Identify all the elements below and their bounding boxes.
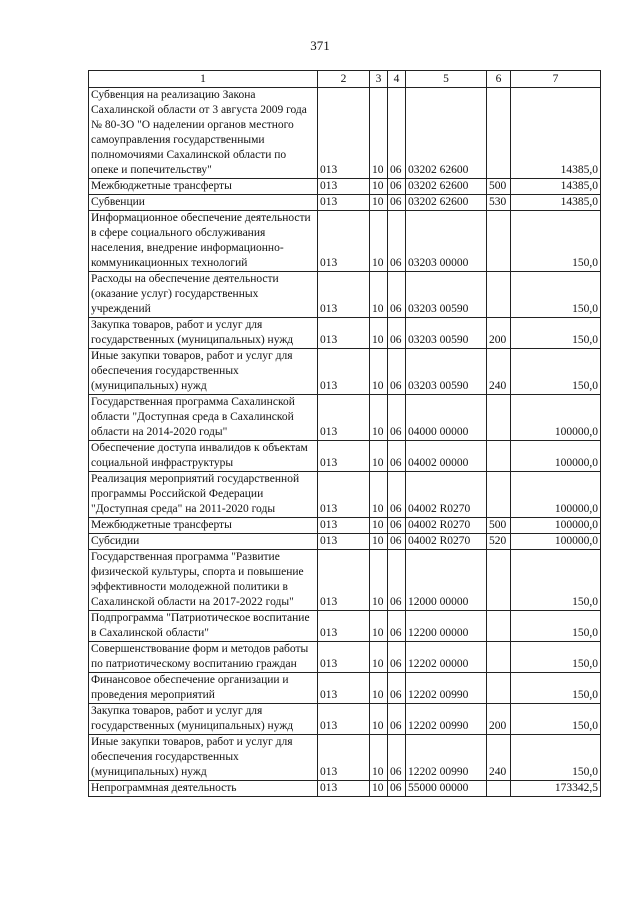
table-cell-c5: 55000 00000 <box>406 781 487 797</box>
table-cell-c2: 013 <box>318 704 370 735</box>
table-cell-c5: 12202 00990 <box>406 704 487 735</box>
table-cell-c5: 03203 00590 <box>406 318 487 349</box>
table-cell-c7: 14385,0 <box>511 179 601 195</box>
table-cell-c6 <box>487 211 511 272</box>
table-row <box>89 441 601 472</box>
table-cell-c3: 10 <box>370 179 388 195</box>
table-cell-c7: 173342,5 <box>511 781 601 797</box>
table-cell-c4: 06 <box>388 195 406 211</box>
table-cell-c4: 06 <box>388 673 406 704</box>
table-cell-c3: 10 <box>370 441 388 472</box>
table-cell-c4: 06 <box>388 441 406 472</box>
table-cell-c4: 06 <box>388 642 406 673</box>
table-cell-c4: 06 <box>388 88 406 179</box>
table-cell-c5: 12200 00000 <box>406 611 487 642</box>
table-cell-c6: 240 <box>487 735 511 781</box>
table-cell-c7: 14385,0 <box>511 88 601 179</box>
table-cell-c3: 10 <box>370 349 388 395</box>
table-cell-c3: 10 <box>370 704 388 735</box>
table-cell-c5: 12202 00000 <box>406 642 487 673</box>
table-cell-c2: 013 <box>318 179 370 195</box>
table-cell-c4: 06 <box>388 550 406 611</box>
table-cell-c4: 06 <box>388 472 406 518</box>
column-header: 4 <box>388 71 406 88</box>
table-cell-c5: 03202 62600 <box>406 88 487 179</box>
table-cell-c5: 12202 00990 <box>406 735 487 781</box>
table-cell-c5: 03203 00590 <box>406 272 487 318</box>
table-cell-c7: 150,0 <box>511 550 601 611</box>
table-cell-c7: 150,0 <box>511 704 601 735</box>
table-cell-c6: 240 <box>487 349 511 395</box>
table-cell-c7: 150,0 <box>511 611 601 642</box>
table-cell-c5: 12000 00000 <box>406 550 487 611</box>
table-cell-name: Закупка товаров, работ и услуг для государственных (муниципальных) нужд <box>89 704 318 735</box>
table-cell-name: Межбюджетные трансферты <box>89 179 318 195</box>
table-cell-name: Субсидии <box>89 534 318 550</box>
table-row <box>89 534 601 550</box>
page-number: 371 <box>310 38 330 53</box>
table-cell-c3: 10 <box>370 550 388 611</box>
table-cell-name: Реализация мероприятий государственной программы Российской Федерации "Доступная среда" на 2011-2020 годы <box>89 472 318 518</box>
table-cell-c3: 10 <box>370 735 388 781</box>
table-cell-c3: 10 <box>370 211 388 272</box>
table-row <box>89 179 601 195</box>
table-cell-c6 <box>487 441 511 472</box>
table-cell-c7: 100000,0 <box>511 534 601 550</box>
table-cell-c2: 013 <box>318 472 370 518</box>
column-header: 5 <box>406 71 487 88</box>
table-cell-c6 <box>487 88 511 179</box>
table-cell-name: Расходы на обеспечение деятельности (оказание услуг) государственных учреждений <box>89 272 318 318</box>
table-row <box>89 781 601 797</box>
table-cell-c3: 10 <box>370 195 388 211</box>
table-cell-c4: 06 <box>388 735 406 781</box>
table-cell-c5: 04002 00000 <box>406 441 487 472</box>
table-cell-c7: 150,0 <box>511 642 601 673</box>
table-cell-name: Иные закупки товаров, работ и услуг для обеспечения государственных (муниципальных) нужд <box>89 735 318 781</box>
table-cell-c7: 100000,0 <box>511 441 601 472</box>
table-row <box>89 272 601 318</box>
table-cell-c2: 013 <box>318 611 370 642</box>
table-cell-c6: 200 <box>487 704 511 735</box>
table-cell-c4: 06 <box>388 518 406 534</box>
table-cell-c2: 013 <box>318 395 370 441</box>
table-cell-c5: 04002 R0270 <box>406 518 487 534</box>
table-cell-name: Межбюджетные трансферты <box>89 518 318 534</box>
table-cell-c5: 03203 00590 <box>406 349 487 395</box>
table-row <box>89 735 601 781</box>
table-cell-c4: 06 <box>388 704 406 735</box>
table-row <box>89 642 601 673</box>
table-cell-c6: 200 <box>487 318 511 349</box>
table-cell-c7: 150,0 <box>511 211 601 272</box>
table-cell-name: Непрограммная деятельность <box>89 781 318 797</box>
table-cell-c4: 06 <box>388 349 406 395</box>
budget-table <box>88 70 601 797</box>
table-cell-name: Государственная программа "Развитие физической культуры, спорта и повышение эффективности молодежной политики в Сахалинской области на 2017-2022 годы" <box>89 550 318 611</box>
table-cell-c6: 500 <box>487 518 511 534</box>
table-cell-c4: 06 <box>388 272 406 318</box>
table-cell-name: Закупка товаров, работ и услуг для государственных (муниципальных) нужд <box>89 318 318 349</box>
table-cell-c3: 10 <box>370 534 388 550</box>
table-cell-name: Субвенции <box>89 195 318 211</box>
table-cell-c3: 10 <box>370 395 388 441</box>
table-cell-name: Обеспечение доступа инвалидов к объектам социальной инфраструктуры <box>89 441 318 472</box>
table-cell-c7: 100000,0 <box>511 395 601 441</box>
table-cell-c6: 530 <box>487 195 511 211</box>
table-cell-c4: 06 <box>388 318 406 349</box>
table-row <box>89 349 601 395</box>
table-cell-c2: 013 <box>318 518 370 534</box>
table-row <box>89 211 601 272</box>
column-header: 2 <box>318 71 370 88</box>
table-row <box>89 550 601 611</box>
table-cell-c2: 013 <box>318 642 370 673</box>
table-row <box>89 88 601 179</box>
table-row <box>89 318 601 349</box>
table-cell-c3: 10 <box>370 518 388 534</box>
table-cell-c5: 04002 R0270 <box>406 534 487 550</box>
table-cell-name: Иные закупки товаров, работ и услуг для обеспечения государственных (муниципальных) нужд <box>89 349 318 395</box>
table-cell-c2: 013 <box>318 534 370 550</box>
table-cell-name: Финансовое обеспечение организации и проведения мероприятий <box>89 673 318 704</box>
table-cell-c3: 10 <box>370 781 388 797</box>
table-cell-c3: 10 <box>370 472 388 518</box>
table-cell-name: Информационное обеспечение деятельности в сфере социального обслуживания населения, внедрение информационно-коммуникационных технологий <box>89 211 318 272</box>
column-header: 7 <box>511 71 601 88</box>
table-cell-c6 <box>487 781 511 797</box>
table-row <box>89 472 601 518</box>
table-cell-c3: 10 <box>370 611 388 642</box>
header-row <box>89 71 601 88</box>
table-cell-c3: 10 <box>370 318 388 349</box>
table-row <box>89 518 601 534</box>
table-cell-name: Государственная программа Сахалинской области "Доступная среда в Сахалинской области на 2014-2020 годы" <box>89 395 318 441</box>
table-cell-c5: 03202 62600 <box>406 195 487 211</box>
table-cell-c2: 013 <box>318 673 370 704</box>
table-row <box>89 704 601 735</box>
table-row <box>89 673 601 704</box>
table-cell-c7: 150,0 <box>511 318 601 349</box>
table-cell-name: Субвенция на реализацию Закона Сахалинской области от 3 августа 2009 года № 80-ЗО "О наделении органов местного самоуправления государственными полномочиями Сахалинской области по опеке и попечительству" <box>89 88 318 179</box>
table-cell-c5: 04002 R0270 <box>406 472 487 518</box>
table-row <box>89 611 601 642</box>
table-cell-c6 <box>487 472 511 518</box>
table-cell-c3: 10 <box>370 88 388 179</box>
table-cell-c2: 013 <box>318 735 370 781</box>
table-row <box>89 195 601 211</box>
table-cell-c7: 100000,0 <box>511 472 601 518</box>
table-cell-c6 <box>487 272 511 318</box>
table-cell-c7: 100000,0 <box>511 518 601 534</box>
table-cell-c4: 06 <box>388 179 406 195</box>
table-cell-c5: 12202 00990 <box>406 673 487 704</box>
table-cell-c6 <box>487 550 511 611</box>
table-cell-c6 <box>487 673 511 704</box>
table-cell-c3: 10 <box>370 673 388 704</box>
table-cell-c2: 013 <box>318 441 370 472</box>
table-cell-c4: 06 <box>388 395 406 441</box>
table-cell-c2: 013 <box>318 550 370 611</box>
table-cell-c4: 06 <box>388 781 406 797</box>
table-cell-c6: 500 <box>487 179 511 195</box>
table-cell-c7: 150,0 <box>511 673 601 704</box>
table-cell-c6: 520 <box>487 534 511 550</box>
table-cell-c5: 03202 62600 <box>406 179 487 195</box>
table-cell-name: Совершенствование форм и методов работы по патриотическому воспитанию граждан <box>89 642 318 673</box>
table-cell-c7: 150,0 <box>511 272 601 318</box>
table-cell-c4: 06 <box>388 211 406 272</box>
table-cell-c2: 013 <box>318 349 370 395</box>
table-cell-c4: 06 <box>388 611 406 642</box>
table-cell-c7: 150,0 <box>511 349 601 395</box>
column-header: 6 <box>487 71 511 88</box>
table-cell-c3: 10 <box>370 272 388 318</box>
table-cell-c4: 06 <box>388 534 406 550</box>
table-cell-c2: 013 <box>318 195 370 211</box>
table-cell-name: Подпрограмма "Патриотическое воспитание в Сахалинской области" <box>89 611 318 642</box>
table-cell-c2: 013 <box>318 781 370 797</box>
column-header: 1 <box>89 71 318 88</box>
table-cell-c6 <box>487 611 511 642</box>
table-cell-c7: 150,0 <box>511 735 601 781</box>
column-header: 3 <box>370 71 388 88</box>
table-cell-c6 <box>487 395 511 441</box>
table-cell-c2: 013 <box>318 272 370 318</box>
table-cell-c5: 03203 00000 <box>406 211 487 272</box>
table-row <box>89 395 601 441</box>
table-cell-c2: 013 <box>318 318 370 349</box>
table-cell-c2: 013 <box>318 88 370 179</box>
table-cell-c6 <box>487 642 511 673</box>
table-cell-c3: 10 <box>370 642 388 673</box>
table-cell-c7: 14385,0 <box>511 195 601 211</box>
table-cell-c5: 04000 00000 <box>406 395 487 441</box>
table-cell-c2: 013 <box>318 211 370 272</box>
